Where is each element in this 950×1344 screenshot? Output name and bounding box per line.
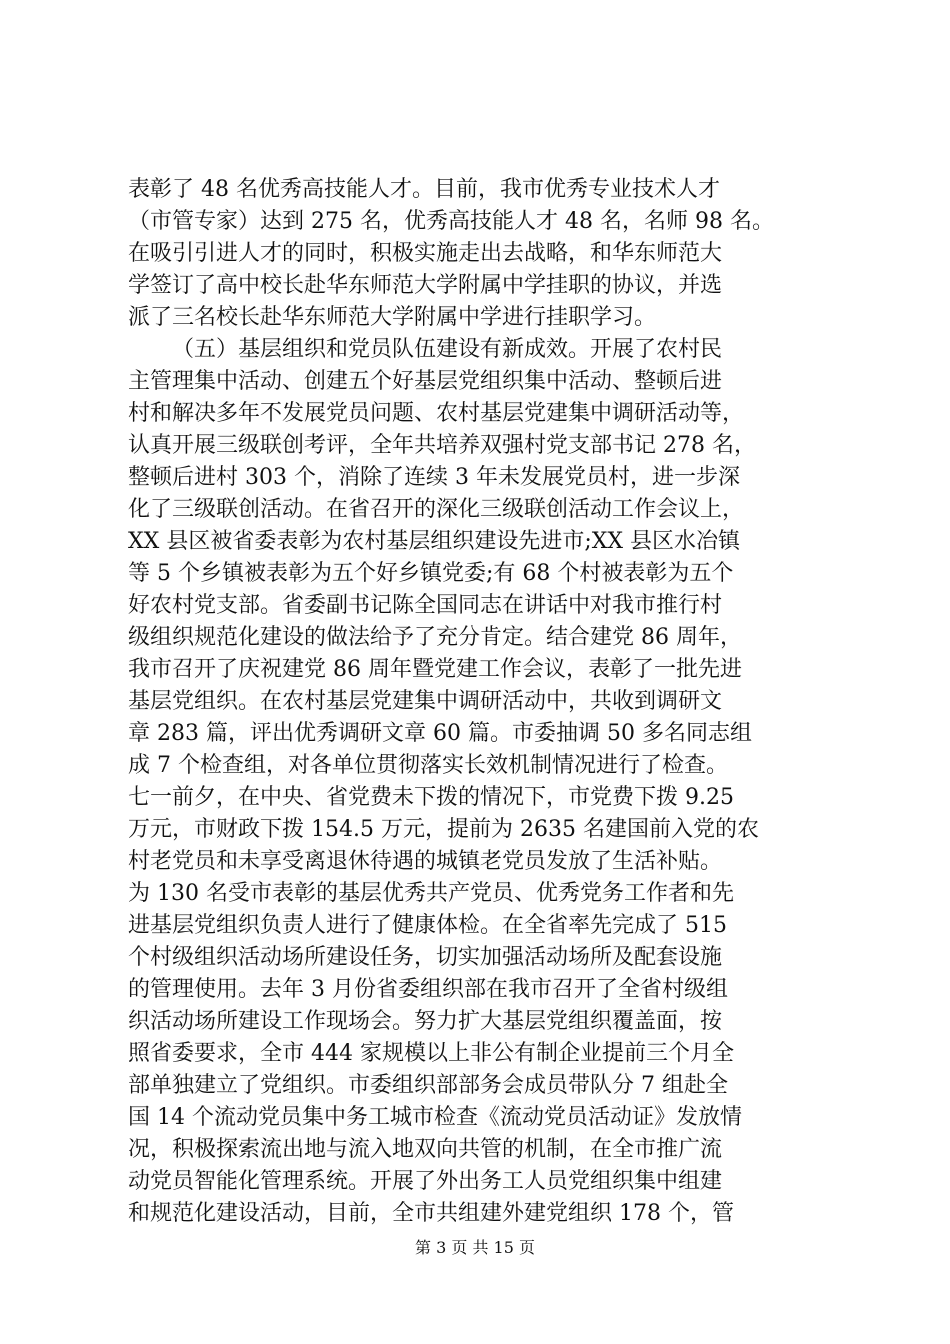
text-line: 七一前夕，在中央、省党费未下拨的情况下，市党费下拨 9.25 [128,785,734,810]
text-line: 学签订了高中校长赴华东师范大学附属中学挂职的协议，并选 [128,273,723,298]
text-line: 部单独建立了党组织。市委组织部部务会成员带队分 7 组赴全 [128,1073,728,1098]
text-line: 主管理集中活动、创建五个好基层党组织集中活动、整顿后进 [128,369,723,394]
text-line: 村和解决多年不发展党员问题、农村基层党建集中调研活动等， [128,401,745,426]
text-line: 织活动场所建设工作现场会。努力扩大基层党组织覆盖面，按 [128,1009,723,1034]
text-line: 派了三名校长赴华东师范大学附属中学进行挂职学习。 [128,305,657,330]
text-line: 村老党员和未享受离退休待遇的城镇老党员发放了生活补贴。 [128,849,723,874]
text-line: 照省委要求，全市 444 家规模以上非公有制企业提前三个月全 [128,1041,734,1066]
page-footer [0,1238,950,1258]
text-line: 进基层党组织负责人进行了健康体检。在全省率先完成了 515 [128,913,727,938]
text-line: 化了三级联创活动。在省召开的深化三级联创活动工作会议上， [128,497,745,522]
text-line: 章 283 篇，评出优秀调研文章 60 篇。市委抽调 50 多名同志组 [128,721,752,746]
text-line: 的管理使用。去年 3 月份省委组织部在我市召开了全省村级组 [128,977,728,1002]
text-line: 级组织规范化建设的做法给予了充分肯定。结合建党 86 周年， [128,625,742,650]
text-line: 成 7 个检查组，对各单位贯彻落实长效机制情况进行了检查。 [128,753,728,778]
text-line: 个村级组织活动场所建设任务，切实加强活动场所及配套设施 [128,945,723,970]
text-line: 和规范化建设活动，目前，全市共组建外建党组织 178 个，管 [128,1201,734,1226]
text-line: 基层党组织。在农村基层党建集中调研活动中，共收到调研文 [128,689,723,714]
text-line: 等 5 个乡镇被表彰为五个好乡镇党委;有 68 个村被表彰为五个 [128,561,734,586]
text-line: XX 县区被省委表彰为农村基层组织建设先进市;XX 县区水冶镇 [128,529,741,554]
text-line: 在吸引引进人才的同时，积极实施走出去战略，和华东师范大 [128,241,723,266]
text-line: 况，积极探索流出地与流入地双向共管的机制，在全市推广流 [128,1137,723,1162]
section-heading-line: （五）基层组织和党员队伍建设有新成效。开展了农村民 [172,337,723,362]
body-text [128,174,828,1230]
text-line: 动党员智能化管理系统。开展了外出务工人员党组织集中组建 [128,1169,723,1194]
text-line: （市管专家）达到 275 名，优秀高技能人才 48 名，名师 98 名。 [128,209,774,234]
text-line: 为 130 名受市表彰的基层优秀共产党员、优秀党务工作者和先 [128,881,734,906]
text-line: 表彰了 48 名优秀高技能人才。目前，我市优秀专业技术人才 [128,177,720,202]
text-line: 万元，市财政下拨 154.5 万元，提前为 2635 名建国前入党的农 [128,817,759,842]
text-line: 整顿后进村 303 个，消除了连续 3 年未发展党员村，进一步深 [128,465,740,490]
text-line: 我市召开了庆祝建党 86 周年暨党建工作会议，表彰了一批先进 [128,657,742,682]
text-line: 认真开展三级联创考评，全年共培养双强村党支部书记 278 名， [128,433,756,458]
text-line: 好农村党支部。省委副书记陈全国同志在讲话中对我市推行村 [128,593,723,618]
text-line: 国 14 个流动党员集中务工城市检查《流动党员活动证》发放情 [128,1105,742,1130]
page-number-label: 第 3 页 共 15 页 [415,1238,535,1257]
